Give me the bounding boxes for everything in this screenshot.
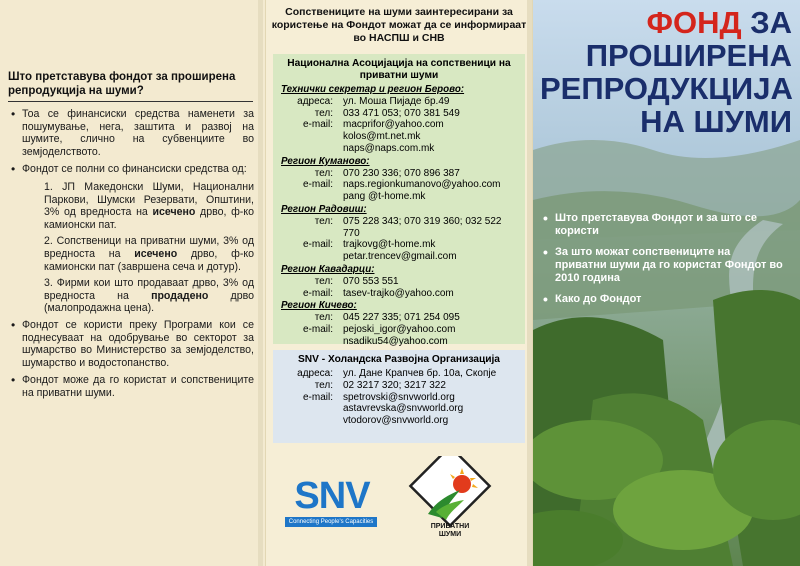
sub-item: 1. ЈП Македонски Шуми, Национални Паркови, Шумски Резервати, Општини, 3% од вредноста на исечено дрво, ф-ко камионски пат. xyxy=(44,180,254,231)
cover-title: ФОНД ЗА ПРОШИРЕНА РЕПРОДУКЦИЈА НА ШУМИ xyxy=(540,5,793,139)
contact-row: тел: 045 227 335; 071 254 095 xyxy=(314,312,460,324)
contact-row: адреса: ул. Моша Пијаде бр.49 xyxy=(297,95,450,107)
contact-row: e-mail: trajkovg@t-home.mk xyxy=(302,239,436,251)
list-item: • Како до Фондот xyxy=(543,293,783,306)
region-label: Технички секретар и регион Берово: xyxy=(281,84,465,95)
fund-description-list xyxy=(10,108,254,404)
contact-row: адреса: ул. Дане Крапчев бр. 10а, Скопје xyxy=(297,368,497,379)
contact-row: astavrevska@snvworld.org xyxy=(343,403,464,415)
contact-row: e-mail: tasev-trajko@yahoo.com xyxy=(302,287,454,299)
snv-logo: SNV xyxy=(294,475,370,517)
contact-row: тел: 070 553 551 xyxy=(314,275,399,287)
contact-row: тел: 070 230 336; 070 896 387 xyxy=(314,167,460,179)
region-label: Регион Кичево: xyxy=(281,300,357,312)
contact-row: e-mail: pejoski_igor@yahoo.com xyxy=(302,323,456,335)
box-title: Национална Асоцијација на сопственици на приватни шуми xyxy=(287,58,511,81)
box-title: SNV - Холандска Развојна Организација xyxy=(298,354,500,365)
contact-row: тел: 033 471 053; 070 381 549 xyxy=(314,107,460,119)
contact-row: kolos@mt.net.mk xyxy=(343,131,421,143)
naps-contact-box xyxy=(273,54,525,347)
cover-topics xyxy=(543,212,783,314)
title-red: ФОНД xyxy=(646,5,742,40)
region-label: Регион Кавадарци: xyxy=(281,263,375,275)
logo-text-1: ПРИВАТНИ xyxy=(430,523,470,530)
section-title: Што претставува фондот за проширена репродукција на шуми? xyxy=(8,70,253,102)
contact-row: e-mail: macprifor@yahoo.com xyxy=(302,119,444,131)
fold-stripe xyxy=(258,0,263,566)
list-item: • За што можат сопствениците на приватни шуми да го користат Фондот во 2010 година xyxy=(543,246,783,285)
contact-row: e-mail: naps.regionkumanovo@yahoo.com xyxy=(302,179,501,191)
contact-row: vtodorov@snvworld.org xyxy=(343,415,449,427)
sub-item: 2. Сопственици на приватни шуми, 3% од вредноста на исечено дрво, ф-ко камионски пат (завршена сеча и дотур). xyxy=(44,235,254,273)
region-label: Регион Радовиш: xyxy=(281,203,367,215)
list-item: • Фондот се полни со финансиски средства од: xyxy=(10,163,254,176)
sub-item: 3. Фирми кои што продаваат дрво, 3% од вредноста на продадено дрво (малопродажна цена). xyxy=(44,277,254,315)
snv-tagline: Connecting People's Capacities xyxy=(285,517,377,527)
fold-stripe xyxy=(527,0,532,566)
list-item: • Што претставува Фондот и за што се користи xyxy=(543,212,783,238)
contacts-heading: Сопствениците на шуми заинтересирани за користење на Фондот можат да се информираат во НАСПШ и СНВ xyxy=(271,6,527,44)
region-label: Регион Куманово: xyxy=(281,155,370,167)
contact-row: тел: 02 3217 320; 3217 322 xyxy=(314,379,446,391)
contact-row: e-mail: spetrovski@snvworld.org xyxy=(302,391,455,403)
logo-diamond xyxy=(410,456,489,526)
private-forests-logo xyxy=(402,456,498,552)
list-item: • Фондот се користи преку Програми кои се поднесуваат на одобрување во секторот за шумарство во Министерство за земјоделство, шумарство и водостопанство. xyxy=(10,319,254,369)
snv-contact-box xyxy=(273,350,525,443)
contact-row: тел: 075 228 343; 070 319 360; 032 522 770 xyxy=(314,215,502,239)
contact-row: pang @t-home.mk xyxy=(343,191,426,203)
contact-row: nsadiku54@yahoo.com xyxy=(343,335,448,347)
contact-row: petar.trencev@gmail.com xyxy=(343,251,457,263)
contact-row: naps@naps.com.mk xyxy=(343,142,435,154)
list-item: • Тоа се финансиски средства наменети за пошумување, нега, заштита и развој на шумите, слично на субвенциите во земјоделството. xyxy=(10,108,254,158)
list-item: • Фондот може да го користат и сопствениците на приватни шуми. xyxy=(10,374,254,399)
logo-text-2: ШУМИ xyxy=(438,531,462,538)
